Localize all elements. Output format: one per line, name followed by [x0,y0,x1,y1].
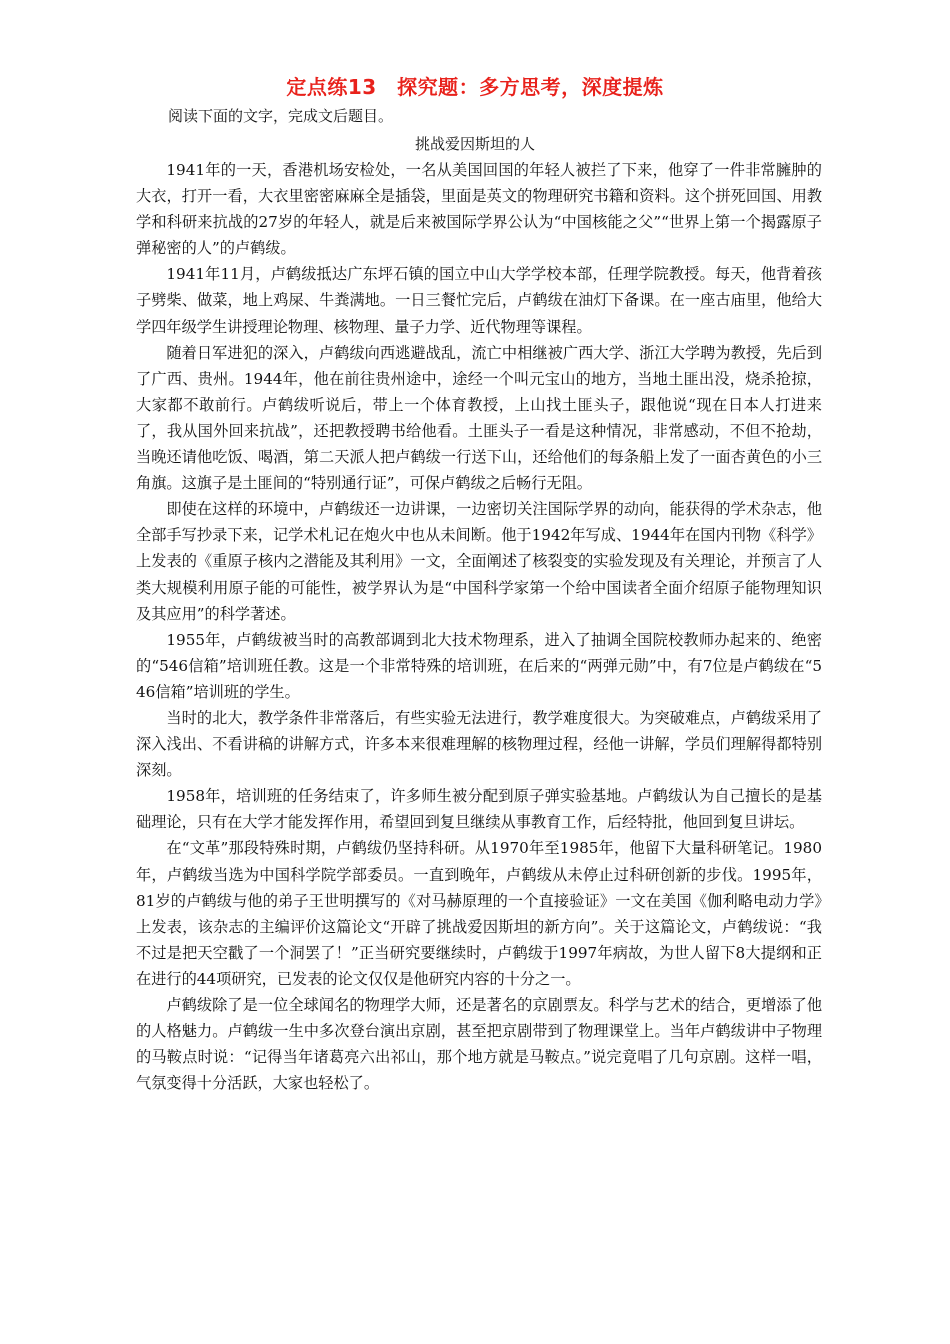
paragraph: 卢鹤绂除了是一位全球闻名的物理学大师，还是著名的京剧票友。科学与艺术的结合，更增添了他的人格魅力。卢鹤绂一生中多次登台演出京剧，甚至把京剧带到了物理课堂上。当年卢鹤绂讲中子物理的马鞍点时说：“记得当年诸葛亮六出祁山，那个地方就是马鞍点。”说完竟唱了几句京剧。这样一唱，气氛变得十分活跃，大家也轻松了。 [136,996,822,1093]
paragraph: 在“文革”那段特殊时期，卢鹤绂仍坚持科研。从1970年至1985年，他留下大量科研笔记。1980年，卢鹤绂当选为中国科学院学部委员。一直到晚年，卢鹤绂从未停止过科研创新的步伐。1995年，81岁的卢鹤绂与他的弟子王世明撰写的《对马赫原理的一个直接验证》一文在美国《伽利略电动力学》上发表，该杂志的主编评价这篇论文“开辟了挑战爱因斯坦的新方向”。关于这篇论文，卢鹤绂说：“我不过是把天空戳了一个洞罢了！”正当研究要继续时，卢鹤绂于1997年病故，为世人留下8大提纲和正在进行的44项研究，已发表的论文仅仅是他研究内容的十分之一。 [136,839,822,988]
article-body [136,157,822,1096]
article-title: 挑战爱因斯坦的人 [414,135,535,153]
paragraph: 1958年，培训班的任务结束了，许多师生被分配到原子弹实验基地。卢鹤绂认为自己擅长的是基础理论，只有在大学才能发挥作用，希望回到复旦继续从事教育工作，后经特批，他回到复旦讲坛。 [136,787,822,832]
page-title: 定点练13 探究题：多方思考，深度提炼 [286,75,664,99]
paragraph: 1955年，卢鹤绂被当时的高教部调到北大技术物理系，进入了抽调全国院校教师办起来的、绝密的“546信箱”培训班任教。这是一个非常特殊的培训班，在后来的“两弹元勋”中，有7位是卢鹤绂在“546信箱”培训班的学生。 [136,630,822,701]
paragraph: 即使在这样的环境中，卢鹤绂还一边讲课，一边密切关注国际学界的动向，能获得的学术杂志，他全部手写抄录下来，记学术札记在炮火中也从未间断。他于1942年写成、1944年在国内刊物《科学》上发表的《重原子核内之潜能及其利用》一文，全面阐述了核裂变的实验发现及有关理论，并预言了人类大规模利用原子能的可能性，被学界认为是“中国科学家第一个给中国读者全面介绍原子能物理知识及其应用”的科学著述。 [136,500,822,623]
paragraph: 随着日军进犯的深入，卢鹤绂向西逃避战乱，流亡中相继被广西大学、浙江大学聘为教授，先后到了广西、贵州。1944年，他在前往贵州途中，途经一个叫元宝山的地方，当地土匪出没，烧杀抢掠，大家都不敢前行。卢鹤绂听说后，带上一个体育教授，上山找土匪头子，跟他说“现在日本人打进来了，我从国外回来抗战”，还把教授聘书给他看。土匪头子一看是这种情况，非常感动，不但不抢劫，当晚还请他吃饭、喝酒，第二天派人把卢鹤绂一行送下山，还给他们的每条船上发了一面杏黄色的小三角旗。这旗子是土匪间的“特别通行证”，可保卢鹤绂之后畅行无阻。 [136,343,822,493]
paragraph: 当时的北大，教学条件非常落后，有些实验无法进行，教学难度很大。为突破难点，卢鹤绂采用了深入浅出、不看讲稿的讲解方式，许多本来很难理解的核物理过程，经他一讲解，学员们理解得都特别深刻。 [136,708,822,780]
instruction-text: 阅读下面的文字，完成文后题目。 [168,107,394,125]
paragraph: 1941年11月，卢鹤绂抵达广东坪石镇的国立中山大学学校本部，任理学院教授。每天，他背着孩子劈柴、做菜，地上鸡屎、牛粪满地。一日三餐忙完后，卢鹤绂在油灯下备课。在一座古庙里，他给大学四年级学生讲授理论物理、核物理、量子力学、近代物理等课程。 [136,265,822,336]
paragraph: 1941年的一天，香港机场安检处，一名从美国回国的年轻人被拦了下来，他穿了一件非常臃肿的大衣，打开一看，大衣里密密麻麻全是插袋，里面是英文的物理研究书籍和资料。这个拼死回国、用教学和科研来抗战的27岁的年轻人，就是后来被国际学界公认为“中国核能之父”“世界上第一个揭露原子弹秘密的人”的卢鹤绂。 [136,161,822,258]
